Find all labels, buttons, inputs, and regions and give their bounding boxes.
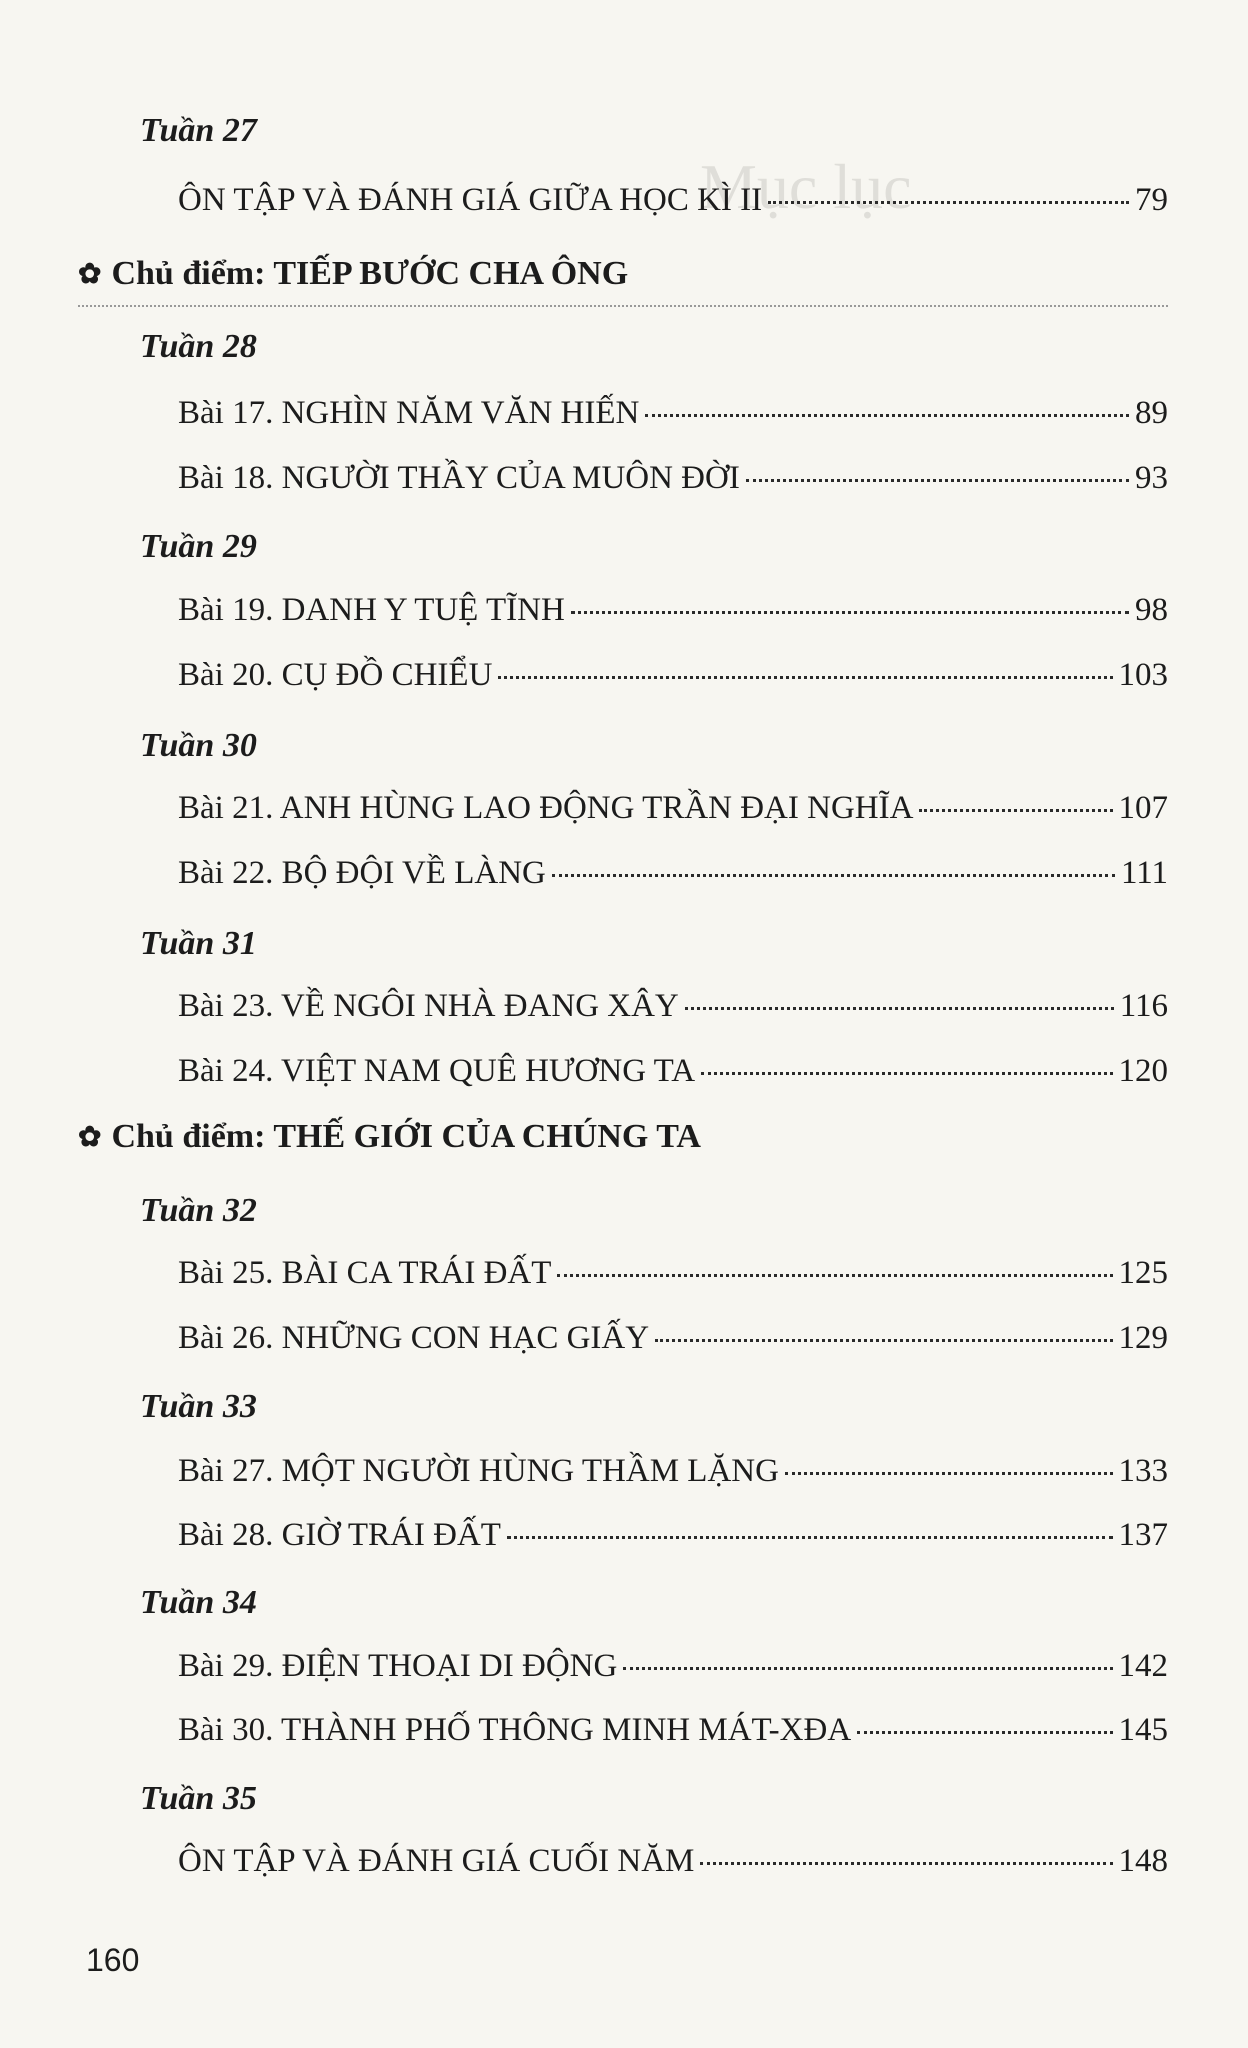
- toc-entry: [178, 1320, 1168, 1357]
- week-32-heading: Tuần 32: [140, 1192, 257, 1229]
- week-33-heading: Tuần 33: [140, 1388, 257, 1425]
- entry-page: 116: [1119, 988, 1168, 1024]
- entry-page: 129: [1118, 1320, 1168, 1356]
- entry-page: 103: [1118, 657, 1168, 693]
- toc-entry: [178, 988, 1168, 1025]
- week-34-heading: Tuần 34: [140, 1584, 257, 1621]
- toc-entry: [178, 657, 1168, 694]
- dot-leader: [498, 676, 1112, 679]
- theme-title: Chủ điểm: TIẾP BƯỚC CHA ÔNG: [111, 255, 629, 292]
- dot-leader: [552, 874, 1115, 877]
- dot-leader: [919, 809, 1112, 812]
- toc-entry: [178, 1053, 1168, 1090]
- dot-leader: [857, 1731, 1112, 1734]
- entry-title: Bài 23. VỀ NGÔI NHÀ ĐANG XÂY: [178, 988, 679, 1024]
- divider: [78, 305, 1168, 307]
- entry-title: Bài 30. THÀNH PHỐ THÔNG MINH MÁT-XĐA: [178, 1712, 852, 1748]
- theme-heading: [78, 255, 628, 293]
- page-number: 160: [86, 1942, 140, 1978]
- week-30-heading: Tuần 30: [140, 727, 257, 764]
- toc-entry: [178, 1712, 1168, 1749]
- entry-title: Bài 27. MỘT NGƯỜI HÙNG THẦM LẶNG: [178, 1453, 779, 1489]
- dot-leader: [655, 1339, 1112, 1342]
- week-29-heading: Tuần 29: [140, 528, 257, 565]
- week-28-heading: Tuần 28: [140, 328, 257, 365]
- dot-leader: [785, 1472, 1113, 1475]
- dot-leader: [623, 1667, 1112, 1670]
- entry-title: Bài 20. CỤ ĐỒ CHIỂU: [178, 657, 493, 693]
- entry-title: Bài 24. VIỆT NAM QUÊ HƯƠNG TA: [178, 1053, 696, 1089]
- entry-title: Bài 21. ANH HÙNG LAO ĐỘNG TRẦN ĐẠI NGHĨA: [178, 790, 914, 826]
- entry-title: Bài 28. GIỜ TRÁI ĐẤT: [178, 1517, 501, 1553]
- dot-leader: [507, 1536, 1113, 1539]
- entry-title: Bài 22. BỘ ĐỘI VỀ LÀNG: [178, 855, 546, 891]
- dot-leader: [557, 1274, 1112, 1277]
- week-31-heading: Tuần 31: [140, 925, 257, 962]
- toc-entry: [178, 1843, 1168, 1880]
- entry-page: 133: [1118, 1453, 1168, 1489]
- flower-icon: ✿: [78, 259, 102, 290]
- entry-page: 89: [1135, 395, 1168, 431]
- toc-entry: [178, 855, 1168, 892]
- entry-title: Bài 18. NGƯỜI THẦY CỦA MUÔN ĐỜI: [178, 460, 740, 496]
- toc-entry: [178, 395, 1168, 432]
- entry-page: 93: [1135, 460, 1168, 496]
- entry-title: Bài 25. BÀI CA TRÁI ĐẤT: [178, 1255, 552, 1291]
- entry-page: 79: [1135, 182, 1168, 218]
- entry-title: ÔN TẬP VÀ ĐÁNH GIÁ GIỮA HỌC KÌ II: [178, 182, 763, 218]
- entry-title: Bài 19. DANH Y TUỆ TĨNH: [178, 592, 565, 628]
- dot-leader: [685, 1007, 1114, 1010]
- entry-title: Bài 17. NGHÌN NĂM VĂN HIẾN: [178, 395, 640, 431]
- dot-leader: [768, 201, 1129, 204]
- entry-page: 137: [1118, 1517, 1168, 1553]
- week-27-heading: Tuần 27: [140, 112, 257, 149]
- entry-page: 111: [1120, 855, 1168, 891]
- dot-leader: [571, 611, 1129, 614]
- flower-icon: ✿: [78, 1122, 102, 1153]
- dot-leader: [701, 1072, 1112, 1075]
- toc-entry: [178, 460, 1168, 497]
- toc-entry: [178, 1255, 1168, 1292]
- entry-title: ÔN TẬP VÀ ĐÁNH GIÁ CUỐI NĂM: [178, 1843, 695, 1879]
- toc-entry: [178, 790, 1168, 827]
- entry-page: 142: [1118, 1648, 1168, 1684]
- theme-heading: [78, 1118, 701, 1156]
- week-35-heading: Tuần 35: [140, 1780, 257, 1817]
- entry-page: 148: [1118, 1843, 1168, 1879]
- theme-title: Chủ điểm: THẾ GIỚI CỦA CHÚNG TA: [111, 1118, 701, 1155]
- toc-entry: [178, 1517, 1168, 1554]
- entry-page: 98: [1135, 592, 1168, 628]
- bleed-through-text: Mục lục: [700, 151, 912, 222]
- toc-entry: [178, 592, 1168, 629]
- toc-entry: [178, 182, 1168, 219]
- dot-leader: [746, 479, 1129, 482]
- dot-leader: [700, 1862, 1112, 1865]
- entry-title: Bài 29. ĐIỆN THOẠI DI ĐỘNG: [178, 1648, 618, 1684]
- toc-entry: [178, 1648, 1168, 1685]
- entry-page: 145: [1118, 1712, 1168, 1748]
- entry-page: 107: [1118, 790, 1168, 826]
- dot-leader: [645, 414, 1129, 417]
- entry-title: Bài 26. NHỮNG CON HẠC GIẤY: [178, 1320, 650, 1356]
- entry-page: 125: [1118, 1255, 1168, 1291]
- toc-entry: [178, 1453, 1168, 1490]
- entry-page: 120: [1118, 1053, 1168, 1089]
